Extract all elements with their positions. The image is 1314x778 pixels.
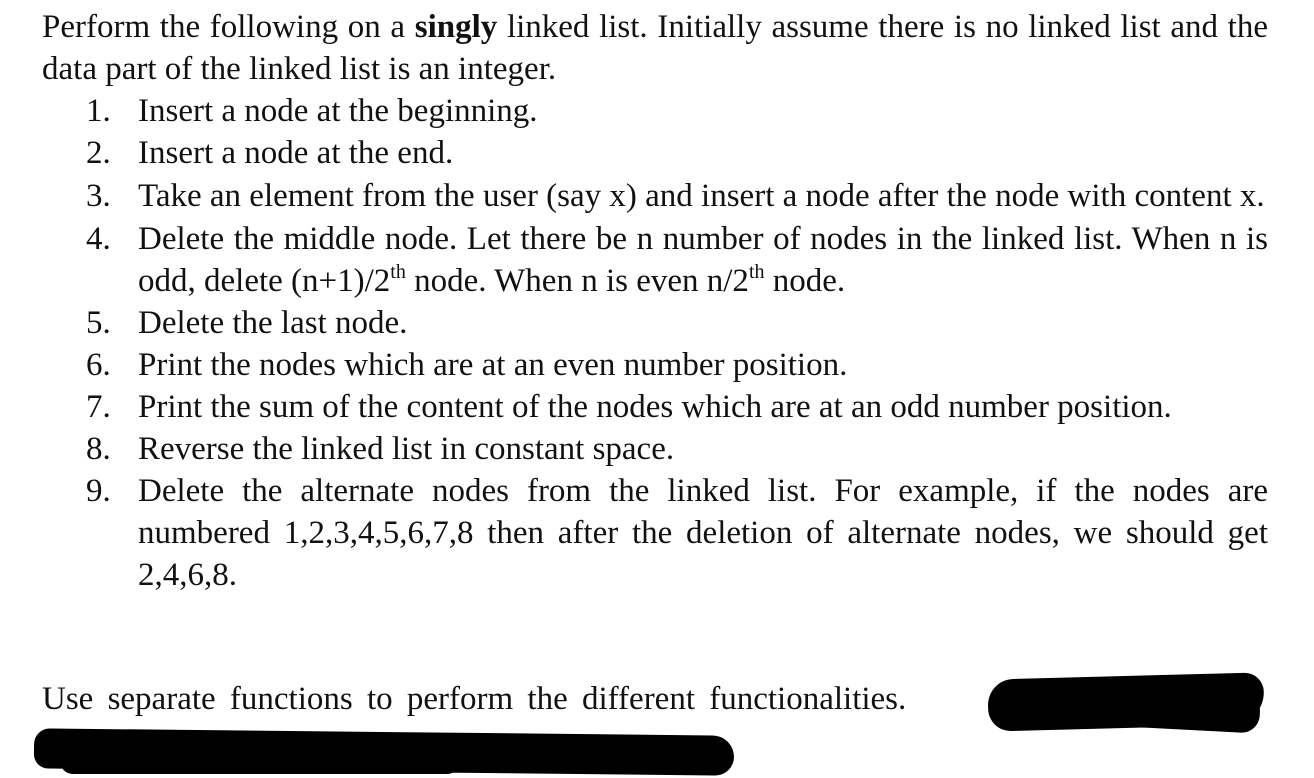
task-text-a: Delete the middle node. Let there be n number of nodes in the linked list. When n is odd, delete (n+1)/2 bbox=[138, 221, 1268, 299]
task-text: Take an element from the user (say x) and insert a node after the node with content x. bbox=[138, 178, 1265, 214]
task-number: 7. bbox=[86, 389, 111, 425]
task-item-3 bbox=[42, 174, 1268, 218]
task-text: Delete the last node. bbox=[138, 305, 408, 341]
ordinal-suffix: th bbox=[748, 261, 765, 283]
task-number: 4. bbox=[86, 221, 111, 257]
task-item-9 bbox=[42, 470, 1268, 596]
task-text: Delete the alternate nodes from the linked list. For example, if the nodes are numbered 1,2,3,4,5,6,7,8 then after the deletion of alternate nodes, we should get 2,4,6,8. bbox=[138, 473, 1268, 593]
task-item-6 bbox=[42, 344, 1268, 386]
task-number: 2. bbox=[86, 135, 111, 171]
task-text: Insert a node at the end. bbox=[138, 135, 454, 171]
task-number: 5. bbox=[86, 305, 111, 341]
intro-text-before: Perform the following on a bbox=[42, 9, 415, 45]
task-text-c: node. bbox=[764, 263, 846, 299]
intro-paragraph bbox=[42, 6, 1268, 90]
intro-emphasis: singly bbox=[414, 9, 498, 45]
ordinal-suffix: th bbox=[390, 261, 406, 283]
intro-text-after: linked list. Initially assume there is no linked list and the data part of the linked list is an integer. bbox=[42, 9, 1268, 87]
task-text-b: node. When n is even n/2 bbox=[405, 263, 749, 299]
task-text: Reverse the linked list in constant space. bbox=[138, 431, 675, 467]
task-number: 8. bbox=[86, 431, 111, 467]
task-item-8 bbox=[42, 428, 1268, 470]
task-number: 6. bbox=[86, 347, 111, 383]
task-text: Insert a node at the beginning. bbox=[138, 93, 538, 129]
task-text: Print the sum of the content of the nodes which are at an odd number position. bbox=[138, 389, 1172, 425]
task-number: 1. bbox=[86, 93, 111, 129]
task-item-4 bbox=[42, 218, 1268, 302]
task-item-5 bbox=[42, 302, 1268, 344]
task-text: Print the nodes which are at an even number position. bbox=[138, 347, 848, 383]
task-item-1 bbox=[42, 90, 1268, 132]
task-number: 3. bbox=[86, 178, 111, 214]
task-number: 9. bbox=[86, 473, 111, 509]
assignment-document bbox=[42, 6, 1268, 596]
task-list bbox=[42, 90, 1268, 596]
redaction-mark bbox=[60, 748, 460, 774]
task-item-2 bbox=[42, 132, 1268, 174]
task-item-7 bbox=[42, 386, 1268, 428]
footer-note: Use separate functions to perform the different functionalities. bbox=[42, 681, 907, 717]
